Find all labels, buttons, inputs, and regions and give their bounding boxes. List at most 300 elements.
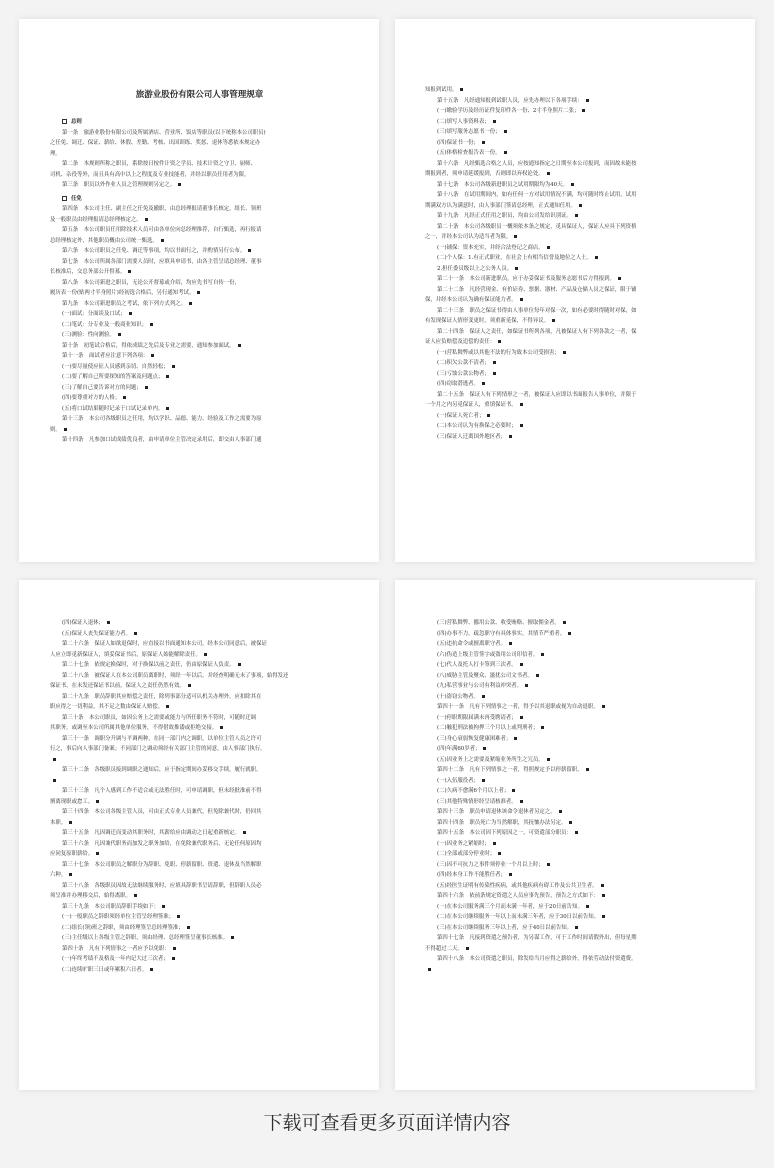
text-line — [425, 138, 725, 149]
line-text: 第五条 本公司职员任用除技术人员可由各单位向总经理推荐，自行甄选，再行报请 — [62, 227, 262, 233]
line-text: 第二十四条 保证人之责任，如保证书所列各项，凡被保证人有下列各款之一者，保 — [437, 328, 637, 335]
paragraph-end-mark-icon — [504, 151, 507, 154]
text-line — [425, 660, 725, 671]
line-text: (五)将口试结果随时记录于口试记录单内。 — [62, 405, 164, 412]
line-text: 本职。 — [50, 819, 67, 826]
text-line — [50, 170, 349, 181]
paragraph-end-mark-icon — [482, 382, 485, 385]
text-line — [425, 348, 725, 359]
line-text: 其职务，或调至本公司所属其他单位服务，不得借故推诿或拒绝交接。 — [50, 725, 218, 731]
line-text: 人应立即觅新保证人，填妥保证书后，原保证人始能解除责任。 — [50, 651, 201, 658]
line-text: (五)违抗命令或擅离职守者。 — [437, 641, 506, 647]
line-text: (二)笔试：分专业及一般商业知识； — [62, 321, 148, 328]
text-line — [50, 713, 349, 724]
line-text: 证人应负赔偿及追偿的责任： — [425, 339, 496, 345]
line-text: 不得超过二天。 — [425, 945, 463, 952]
line-text: (十)盗窃公物者。 — [437, 693, 479, 700]
line-text: (三)身心衰弱恢复健康困难者； — [437, 735, 512, 742]
paragraph-end-mark-icon — [145, 386, 148, 389]
line-text: (一)保证人死亡者； — [437, 412, 485, 419]
line-text: 第二十三条 职员之保证书得由人事单位每年对保一次，如有必要时得随时对保，如 — [437, 307, 637, 314]
line-text: 第三十一条 调职分升调与平调两种，在同一部门内之调职，以单位主管人员之许可 — [62, 735, 262, 742]
text-line — [425, 692, 725, 703]
text-line — [425, 264, 725, 275]
text-line — [425, 106, 725, 117]
paragraph-end-mark-icon — [123, 396, 126, 399]
paragraph-end-mark-icon — [541, 726, 544, 729]
text-line — [425, 681, 725, 692]
paragraph-end-mark-icon — [569, 821, 572, 824]
line-text: 知报到试用。 — [425, 87, 458, 93]
text-line — [425, 776, 725, 787]
line-text: 第三十八条 各级职员因故无法继续服务时，应填具辞职书呈请辞职，但辞职人员必 — [62, 882, 262, 889]
paragraph-end-mark-icon — [520, 424, 523, 427]
text-line — [50, 786, 349, 797]
paragraph-end-mark-icon — [150, 323, 153, 326]
paragraph-end-mark-icon — [96, 852, 99, 855]
line-text: 长核准后，交总务部公开督募。 — [50, 269, 126, 275]
paragraph-end-mark-icon — [618, 277, 621, 280]
paragraph-end-mark-icon — [504, 130, 507, 133]
paragraph-end-mark-icon — [128, 270, 131, 273]
paragraph-end-mark-icon — [238, 663, 241, 666]
text-line — [50, 236, 349, 247]
paragraph-end-mark-icon — [129, 312, 132, 315]
line-text: (三)在本公司继续服务三年以上者，应于40日以前告知。 — [437, 924, 573, 931]
paragraph-end-mark-icon — [172, 365, 175, 368]
text-line — [50, 414, 349, 425]
line-text: 第四十三条 职员申请退休该命令退休者另定之。 — [437, 809, 556, 815]
text-line — [50, 362, 349, 373]
text-line — [425, 744, 725, 755]
paragraph-end-mark-icon — [493, 372, 496, 375]
line-text: (五)因业务上之需要及紧缩业务所生之冗员。 — [437, 756, 544, 763]
line-text: (二)个人保：1.有正式职业，在社会上有相当信誉及地位之人士。 — [437, 255, 592, 261]
text-line — [425, 849, 725, 860]
paragraph-end-mark-icon — [187, 926, 190, 929]
line-text: (二)连续旷职三日或年累积六日者。 — [62, 966, 148, 973]
line-text: 期报到者，须申请延缓报到，否则即以弃权论处。 — [425, 171, 544, 177]
paragraph-end-mark-icon — [220, 726, 223, 729]
text-line — [50, 807, 349, 818]
paragraph-end-mark-icon — [493, 842, 496, 845]
line-text: 第二十八条 被保证人在本公司职员离职时，须经一年以后，并经查明确无未了事项，始得发还 — [62, 672, 289, 679]
line-text: 第三十四条 本公司各级主管人员，可由正式专业人员兼代，但免除兼代时，仍回其 — [62, 809, 262, 815]
text-line — [425, 117, 725, 128]
text-line — [50, 671, 349, 682]
text-line — [50, 128, 349, 139]
text-line — [425, 96, 725, 107]
line-text: (三)保证人迁离国外地区者； — [437, 433, 506, 440]
text-line — [50, 954, 349, 965]
line-text: 第十六条 凡经甄选合格之人员，应按通知指定之日期至本公司报到，而因故未能按 — [437, 160, 637, 167]
paragraph-end-mark-icon — [493, 361, 496, 364]
text-line — [50, 278, 349, 289]
paragraph-end-mark-icon — [547, 246, 550, 249]
text-line — [425, 337, 725, 348]
paragraph-end-mark-icon — [547, 863, 550, 866]
line-text: (一)年终考绩不及格及一年内记大过三次者； — [62, 956, 169, 962]
line-text: (三)营私舞弊、挪用公款、收受贿赂、擅取佣金者。 — [437, 620, 560, 626]
line-text: 第四十四条 职员死亡为当然解职，其抚恤办法另定。 — [437, 819, 567, 826]
text-line — [50, 870, 349, 881]
document-page-4 — [395, 580, 755, 1090]
line-text: (二)要了解自己所要探知的答案及问题点； — [62, 374, 164, 380]
text-line — [50, 309, 349, 320]
line-text: (四)经本身工作不能胜任者； — [437, 872, 506, 878]
line-text: (一)缴验学历及经历证件复印件各一份、2寸半身照片二张； — [437, 108, 580, 114]
text-line — [425, 400, 725, 411]
text-line — [50, 149, 349, 160]
paragraph-end-mark-icon — [96, 800, 99, 803]
line-text: 第十八条 在试用期间内，如有任何一方对试用情况不满，均可随时终止试用，试用 — [437, 192, 637, 198]
line-text: (七)代人及托人打卡签到三次者。 — [437, 662, 517, 668]
paragraph-end-mark-icon — [579, 204, 582, 207]
paragraph-end-mark-icon — [568, 632, 571, 635]
text-line — [425, 818, 725, 829]
text-line — [425, 306, 725, 317]
line-text: 任免 — [71, 195, 82, 202]
paragraph-end-mark-icon — [575, 831, 578, 834]
line-text: (一)入伍服役者； — [437, 777, 479, 784]
text-line — [425, 839, 725, 850]
line-text: (五)保证人丧失保证能力者。 — [62, 630, 131, 637]
text-line — [425, 786, 725, 797]
paragraph-end-mark-icon — [53, 758, 56, 761]
line-text: (四)保证书一份； — [437, 139, 479, 146]
paragraph-end-mark-icon — [166, 375, 169, 378]
line-text: 第三条 职员以外作业人员之管理规则另定之。 — [62, 182, 176, 188]
line-text: 第十一条 面试者应注意下列各项： — [62, 353, 149, 359]
line-text: (一)在本公司服务满三个月而未满一年者，应于20日前告知。 — [437, 903, 583, 910]
line-text: (四)要尊重对方的人格； — [62, 395, 121, 401]
text-line — [425, 421, 725, 432]
line-text: (一)停职期限届满未再受聘请者； — [437, 714, 517, 721]
text-line — [425, 369, 725, 380]
text-line — [50, 351, 349, 362]
paragraph-end-mark-icon — [520, 716, 523, 719]
line-text: 第四十七条 凡接到资遣之预告者，为另谋工作，可于工作时间请假外出，但每星期 — [437, 935, 637, 941]
text-line — [50, 681, 349, 692]
text-line — [50, 744, 349, 755]
text-line — [50, 755, 349, 766]
text-line — [425, 807, 725, 818]
paragraph-end-mark-icon — [547, 172, 550, 175]
text-line — [50, 435, 349, 446]
line-text: 第十五条 凡经通知报到试职人员，应先办理以下各项手续： — [437, 97, 583, 104]
text-line — [50, 650, 349, 661]
line-text: 第四十一条 凡有下列情事之一者，得予以其退职或视为自动退职。 — [437, 704, 599, 710]
line-text: 履历表一份(贴两寸半身照片)经初选合格后，另行通知考试。 — [50, 290, 195, 296]
page-2-text — [425, 85, 725, 442]
paragraph-end-mark-icon — [563, 351, 566, 354]
text-line — [425, 127, 725, 138]
paragraph-end-mark-icon — [482, 779, 485, 782]
paragraph-end-mark-icon — [107, 621, 110, 624]
text-line — [50, 393, 349, 404]
text-line — [425, 85, 725, 96]
text-line — [425, 295, 725, 306]
line-text: 期满双方认为满意时，由人事部门签请总经理，正式通知任用。 — [425, 202, 576, 209]
paragraph-end-mark-icon — [145, 218, 148, 221]
paragraph-end-mark-icon — [520, 663, 523, 666]
document-page-3 — [19, 580, 379, 1090]
paragraph-end-mark-icon — [601, 884, 604, 887]
text-line — [50, 797, 349, 808]
paragraph-end-mark-icon — [602, 915, 605, 918]
line-text: (三)其他特殊情形经呈请核准者。 — [437, 798, 517, 805]
paragraph-end-mark-icon — [536, 674, 539, 677]
text-line — [50, 902, 349, 913]
paragraph-end-mark-icon — [466, 947, 469, 950]
line-text: 第三十三条 凡个人感到工作不适合或无法胜任时，可申请调职，但未经批准前不得 — [62, 788, 262, 794]
paragraph-end-mark-icon — [509, 873, 512, 876]
line-text: 2.担任委员级以上之公务人员。 — [437, 265, 513, 272]
line-text: (三)填写服务志愿书一份； — [437, 129, 501, 135]
text-line — [50, 891, 349, 902]
text-line — [425, 148, 725, 159]
line-text: 第八条 本公司新进之职员，无论公开督募或介绍，均应先书写自传一份， — [62, 279, 240, 286]
text-line — [425, 723, 725, 734]
paragraph-end-mark-icon — [487, 414, 490, 417]
text-line — [50, 225, 349, 236]
line-text: 第三十七条 本公司职员之解职分为辞职、免职、停薪留职、资遣、退休及当然解职 — [62, 861, 262, 868]
paragraph-end-mark-icon — [498, 852, 501, 855]
paragraph-end-mark-icon — [161, 239, 164, 242]
paragraph-end-mark-icon — [151, 354, 154, 357]
text-line — [425, 954, 725, 965]
line-text: (四)保证人退休； — [62, 620, 104, 626]
line-text: (八)威胁主管及聚众、滋扰公司文书者。 — [437, 672, 533, 679]
page-3-text — [50, 618, 349, 975]
line-text: 第四十条 凡有下列情事之一者应予以免职： — [62, 945, 170, 952]
text-line — [425, 912, 725, 923]
paragraph-end-mark-icon — [552, 319, 555, 322]
paragraph-end-mark-icon — [575, 214, 578, 217]
line-text: 理。 — [50, 150, 61, 157]
text-line — [50, 776, 349, 787]
line-text: (一)面试：分面谈及口试； — [62, 311, 126, 317]
line-text: (四)窃取潜逃者。 — [437, 381, 479, 387]
text-line — [50, 341, 349, 352]
text-line — [50, 912, 349, 923]
text-line — [50, 660, 349, 671]
text-line — [50, 159, 349, 170]
paragraph-end-mark-icon — [188, 684, 191, 687]
text-line — [425, 713, 725, 724]
line-text: 第三十五条 凡因调迁而变动其职务时，其薪给应由调动之日起重新核定。 — [62, 830, 240, 836]
download-more-banner[interactable]: 下载可查看更多页面详情内容 — [263, 1112, 511, 1134]
paragraph-end-mark-icon — [204, 653, 207, 656]
line-text: (二)组长(领)班之辞职，须由经理签呈总经理签准； — [62, 924, 184, 931]
page-4-text — [425, 618, 725, 975]
text-line — [425, 891, 725, 902]
paragraph-end-mark-icon — [514, 737, 517, 740]
paragraph-end-mark-icon — [520, 800, 523, 803]
text-line — [425, 965, 725, 976]
text-line — [50, 639, 349, 650]
paragraph-end-mark-icon — [575, 926, 578, 929]
paragraph-end-mark-icon — [53, 779, 56, 782]
line-text: (一)铺保：资本充实，并经合法登记之商店。 — [437, 244, 544, 251]
paragraph-end-mark-icon — [69, 873, 72, 876]
line-text: 司机、杂役等外，而且具有高中以上之程度及专业技能者，并经以职员任用者为限。 — [50, 171, 250, 178]
text-line — [425, 650, 725, 661]
line-text: 第二条 本规则所称之职员，系除按日按件计资之学员、技术计资之守卫、厨师、 — [62, 161, 257, 167]
line-text: 第四十八条 本公司资遣之职员，除发给当月应得之薪给外，得依劳动法付资遣费。 — [437, 956, 637, 962]
paragraph-end-mark-icon — [586, 99, 589, 102]
text-line — [50, 257, 349, 268]
line-text: 行之，事后向人事部门备案；不同部门之调动须经有关部门主管的同意，由人事部门执行。 — [50, 746, 266, 752]
text-line — [425, 755, 725, 766]
line-text: (二)填写人事资料表； — [437, 118, 490, 125]
line-text: (二)全部或部分停业时； — [437, 851, 496, 857]
text-line — [50, 881, 349, 892]
line-text: 第九条 本公司新进职员之考试，依下列方式列之。 — [62, 300, 186, 307]
line-text: (二)久病不愈满6个月以上者； — [437, 788, 510, 794]
text-line — [50, 944, 349, 955]
text-line — [50, 692, 349, 703]
line-text: (三)了解自己要告诉对方的问题； — [62, 384, 142, 391]
text-line — [50, 965, 349, 976]
text-line — [425, 671, 725, 682]
paragraph-end-mark-icon — [541, 653, 544, 656]
line-text: (一)要尽量使应征人员感到亲切、自然轻松； — [62, 363, 169, 370]
paragraph-end-mark-icon — [483, 747, 486, 750]
paragraph-end-mark-icon — [162, 905, 165, 908]
paragraph-end-mark-icon — [482, 695, 485, 698]
text-line — [50, 618, 349, 629]
text-line — [50, 404, 349, 415]
text-line — [50, 629, 349, 640]
line-text: 须呈准并办理移交后，始得离职。 — [50, 893, 131, 899]
paragraph-end-mark-icon — [520, 298, 523, 301]
text-line — [50, 839, 349, 850]
text-line — [425, 432, 725, 443]
text-line — [50, 860, 349, 871]
paragraph-end-mark-icon — [563, 621, 566, 624]
line-text: 第十九条 凡经正式任用之职员，均由公司发给识别证。 — [437, 213, 572, 219]
document-title: 旅游业股份有限公司人事管理规章 — [135, 90, 264, 100]
text-line — [50, 702, 349, 713]
page-1-text — [50, 117, 349, 446]
text-line — [425, 222, 725, 233]
line-text: 第二十五条 保证人有下列情形之一者，被保证人应即以书面报告人事单位，并限于 — [437, 391, 637, 398]
line-text: 第二十六条 保证人如欲退保时，应直接以书面通知本公司，经本公司同意后，被保证 — [62, 641, 267, 647]
line-text: 之任免、调迁、保证、薪给、休假、差勤、考核、出国训练、奖惩、退休等悉依本规定办 — [50, 140, 261, 146]
line-text: (一)因业务之紧缩时； — [437, 840, 490, 847]
line-text: (一)营私舞弊或以其他不法的行为致本公司受损害； — [437, 349, 560, 356]
text-line — [425, 190, 725, 201]
line-text: 之一，并经本公司认为适当者为限。 — [425, 234, 512, 240]
text-line — [425, 629, 725, 640]
text-line — [50, 215, 349, 226]
paragraph-end-mark-icon — [586, 768, 589, 771]
text-line — [425, 923, 725, 934]
text-line — [425, 243, 725, 254]
text-line — [425, 702, 725, 713]
text-line — [425, 902, 725, 913]
text-line — [50, 828, 349, 839]
line-text: 第四十二条 凡有下列情事之一者，得照规定予以停薪留职。 — [437, 767, 583, 773]
text-line — [425, 201, 725, 212]
text-line — [50, 320, 349, 331]
paragraph-end-mark-icon — [509, 642, 512, 645]
paragraph-end-mark-icon — [243, 831, 246, 834]
paragraph-end-mark-icon — [238, 344, 241, 347]
paragraph-end-mark-icon — [150, 968, 153, 971]
paragraph-end-mark-icon — [172, 957, 175, 960]
document-page-2 — [395, 19, 755, 562]
paragraph-end-mark-icon — [166, 407, 169, 410]
text-line — [425, 933, 725, 944]
line-text: (五)体格检查报告表一份。 — [437, 150, 501, 156]
line-text: 第六条 本公司职员之任免、调迁等事项，均以书面行之，并酌情另行公布。 — [62, 248, 246, 254]
text-line — [50, 818, 349, 829]
paragraph-end-mark-icon — [69, 821, 72, 824]
paragraph-end-mark-icon — [460, 88, 463, 91]
paragraph-end-mark-icon — [515, 267, 518, 270]
paragraph-end-mark-icon — [64, 428, 67, 431]
paragraph-end-mark-icon — [189, 302, 192, 305]
text-line — [50, 723, 349, 734]
text-line — [425, 180, 725, 191]
text-line — [50, 138, 349, 149]
text-line — [425, 881, 725, 892]
paragraph-end-mark-icon — [602, 894, 605, 897]
text-line — [425, 232, 725, 243]
paragraph-end-mark-icon — [428, 968, 431, 971]
paragraph-end-mark-icon — [509, 435, 512, 438]
line-text: (一)一般职员之辞职须经单位主管呈经理签准； — [62, 914, 175, 920]
text-line — [50, 933, 349, 944]
text-line — [425, 169, 725, 180]
line-text: 擅离现职或怠工。 — [50, 798, 94, 805]
document-page-1 — [19, 19, 379, 562]
section-heading — [50, 117, 349, 128]
text-line — [425, 618, 725, 629]
paragraph-end-mark-icon — [197, 291, 200, 294]
paragraph-end-mark-icon — [514, 235, 517, 238]
paragraph-end-mark-icon — [547, 758, 550, 761]
line-text: 第十七条 本公司各级新进职员之试用期限均为40天。 — [437, 181, 568, 188]
line-text: 第四十六条 依前条规定资遣之人员应事先预告，预告之方式如下： — [437, 893, 599, 899]
line-text: 第三十九条 本公司职员辞职手续如下： — [62, 903, 160, 910]
text-line — [425, 159, 725, 170]
line-text: (三)因不可抗力之事件须停业一个月以上时； — [437, 861, 544, 868]
section-heading — [50, 194, 349, 205]
line-text: 第七条 本公司所属各部门需要人员时，应填具申请书，由各主管呈请总经理、董事 — [62, 258, 262, 265]
paragraph-end-mark-icon — [231, 936, 234, 939]
text-line — [425, 316, 725, 327]
text-line — [50, 734, 349, 745]
line-text: 职应得之一切利益，其不足之数由保证人赔偿。 — [50, 704, 164, 710]
line-text: 第二十九条 职员辞职其应赔偿之责任，除列事部分适可认机关办理外，应扣除其在 — [62, 693, 262, 700]
paragraph-end-mark-icon — [134, 894, 137, 897]
line-text: 第十条 初笔试合格后，得依成绩之先后及专业之需要，通知参加面试。 — [62, 342, 235, 349]
text-line — [425, 944, 725, 955]
line-text: 第三十二条 各级职员接到调职之通知后，应于指定期间办妥移交手续，履行就职。 — [62, 767, 262, 773]
line-text: (四)办事不力，疏忽职守有具体事实，其情节严重者。 — [437, 630, 566, 637]
line-text: 第一条 旅游业股份有限公司及所属酒店、营业所、饭店等职员(以下统称本公司职员) — [62, 129, 266, 136]
text-line — [425, 274, 725, 285]
paragraph-end-mark-icon — [586, 905, 589, 908]
text-line — [50, 923, 349, 934]
text-line — [425, 285, 725, 296]
paragraph-end-mark-icon — [493, 120, 496, 123]
line-text: 一个月之内另觅保证人，重填保证书。 — [425, 402, 517, 408]
paragraph-end-mark-icon — [525, 684, 528, 687]
